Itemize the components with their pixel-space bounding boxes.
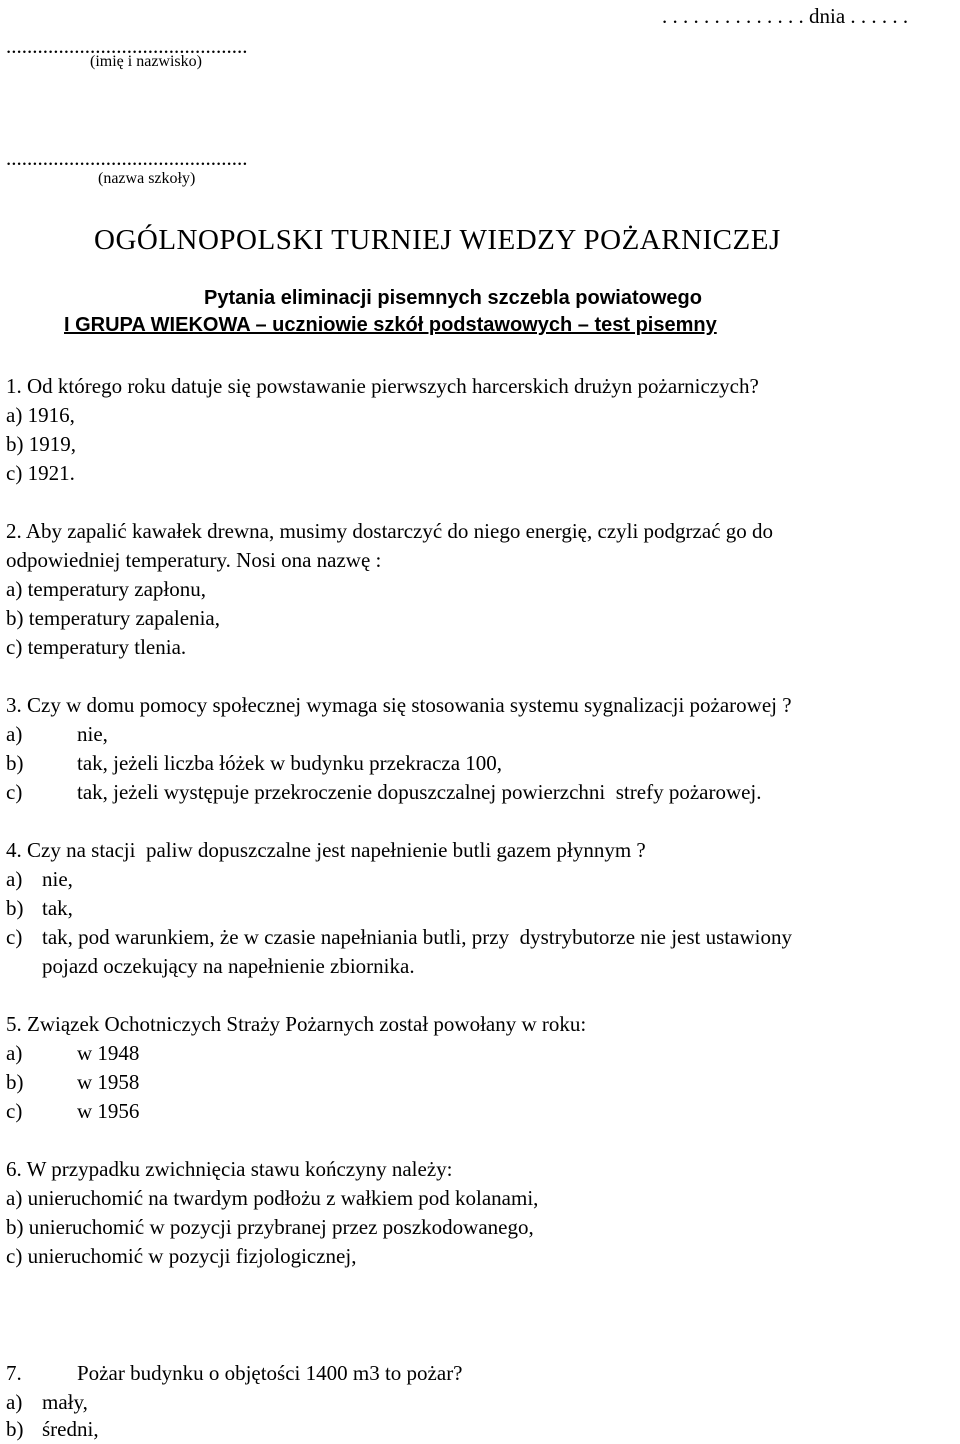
- question-6-option-c: c) unieruchomić w pozycji fizjologicznej,: [6, 1244, 357, 1268]
- question-7-option-b-letter: b): [6, 1417, 24, 1441]
- question-7-option-a: mały,: [42, 1390, 88, 1414]
- school-label: (nazwa szkoły): [98, 170, 196, 187]
- page-title: OGÓLNOPOLSKI TURNIEJ WIEDZY POŻARNICZEJ: [94, 224, 781, 256]
- question-5-option-a: w 1948: [77, 1041, 140, 1065]
- question-4-option-b-letter: b): [6, 896, 24, 920]
- question-4-text: 4. Czy na stacji paliw dopuszczalne jest napełnienie butli gazem płynnym ?: [6, 838, 646, 862]
- question-1-option-a: a) 1916,: [6, 403, 75, 427]
- question-3-option-b-letter: b): [6, 751, 24, 775]
- question-1-option-c: c) 1921.: [6, 461, 75, 485]
- school-dots: ..............................................: [6, 146, 248, 170]
- question-3-option-b: tak, jeżeli liczba łóżek w budynku przekracza 100,: [77, 751, 503, 775]
- question-2-option-c: c) temperatury tlenia.: [6, 635, 187, 659]
- question-4-option-a-letter: a): [6, 867, 23, 891]
- date-line: . . . . . . . . . . . . . . dnia . . . . . .: [662, 4, 909, 28]
- name-dots: ..............................................: [6, 34, 248, 58]
- question-2-text-line1: 2. Aby zapalić kawałek drewna, musimy dostarczyć do niego energię, czyli podgrzać go do: [6, 519, 774, 543]
- question-4-option-c-letter: c): [6, 925, 23, 949]
- question-5-option-b: w 1958: [77, 1070, 140, 1094]
- question-3-option-c: tak, jeżeli występuje przekroczenie dopuszczalnej powierzchni strefy pożarowej.: [77, 780, 762, 804]
- question-3-text: 3. Czy w domu pomocy społecznej wymaga się stosowania systemu sygnalizacji pożarowej ?: [6, 693, 792, 717]
- question-1-text: 1. Od którego roku datuje się powstawanie pierwszych harcerskich drużyn pożarniczych?: [6, 374, 759, 398]
- question-5-option-c-letter: c): [6, 1099, 23, 1123]
- question-6-option-a: a) unieruchomić na twardym podłożu z wałkiem pod kolanami,: [6, 1186, 539, 1210]
- question-5-text: 5. Związek Ochotniczych Straży Pożarnych został powołany w roku:: [6, 1012, 587, 1036]
- question-4-option-c: tak, pod warunkiem, że w czasie napełniania butli, przy dystrybutorze nie jest ustawiony: [42, 925, 792, 949]
- question-6-text: 6. W przypadku zwichnięcia stawu kończyny należy:: [6, 1157, 453, 1181]
- question-3-option-a-letter: a): [6, 722, 23, 746]
- question-1-option-b: b) 1919,: [6, 432, 76, 456]
- question-3-option-c-letter: c): [6, 780, 23, 804]
- question-7-number: 7.: [6, 1361, 22, 1385]
- subtitle-level: Pytania eliminacji pisemnych szczebla powiatowego: [204, 287, 702, 309]
- question-5-option-a-letter: a): [6, 1041, 23, 1065]
- question-2-text-line2: odpowiedniej temperatury. Nosi ona nazwę :: [6, 548, 382, 572]
- subtitle-group: I GRUPA WIEKOWA – uczniowie szkół podstawowych – test pisemny: [64, 314, 717, 336]
- question-7-text: Pożar budynku o objętości 1400 m3 to pożar?: [77, 1361, 463, 1385]
- question-3-option-a: nie,: [77, 722, 108, 746]
- name-label: (imię i nazwisko): [90, 53, 202, 70]
- question-4-option-a: nie,: [42, 867, 73, 891]
- question-5-option-c: w 1956: [77, 1099, 140, 1123]
- question-2-option-a: a) temperatury zapłonu,: [6, 577, 206, 601]
- question-7-option-b: średni,: [42, 1417, 99, 1441]
- question-2-option-b: b) temperatury zapalenia,: [6, 606, 220, 630]
- question-6-option-b: b) unieruchomić w pozycji przybranej przez poszkodowanego,: [6, 1215, 534, 1239]
- question-4-option-b: tak,: [42, 896, 73, 920]
- question-7-option-a-letter: a): [6, 1390, 23, 1414]
- question-4-option-c-line2: pojazd oczekujący na napełnienie zbiornika.: [42, 954, 415, 978]
- question-5-option-b-letter: b): [6, 1070, 24, 1094]
